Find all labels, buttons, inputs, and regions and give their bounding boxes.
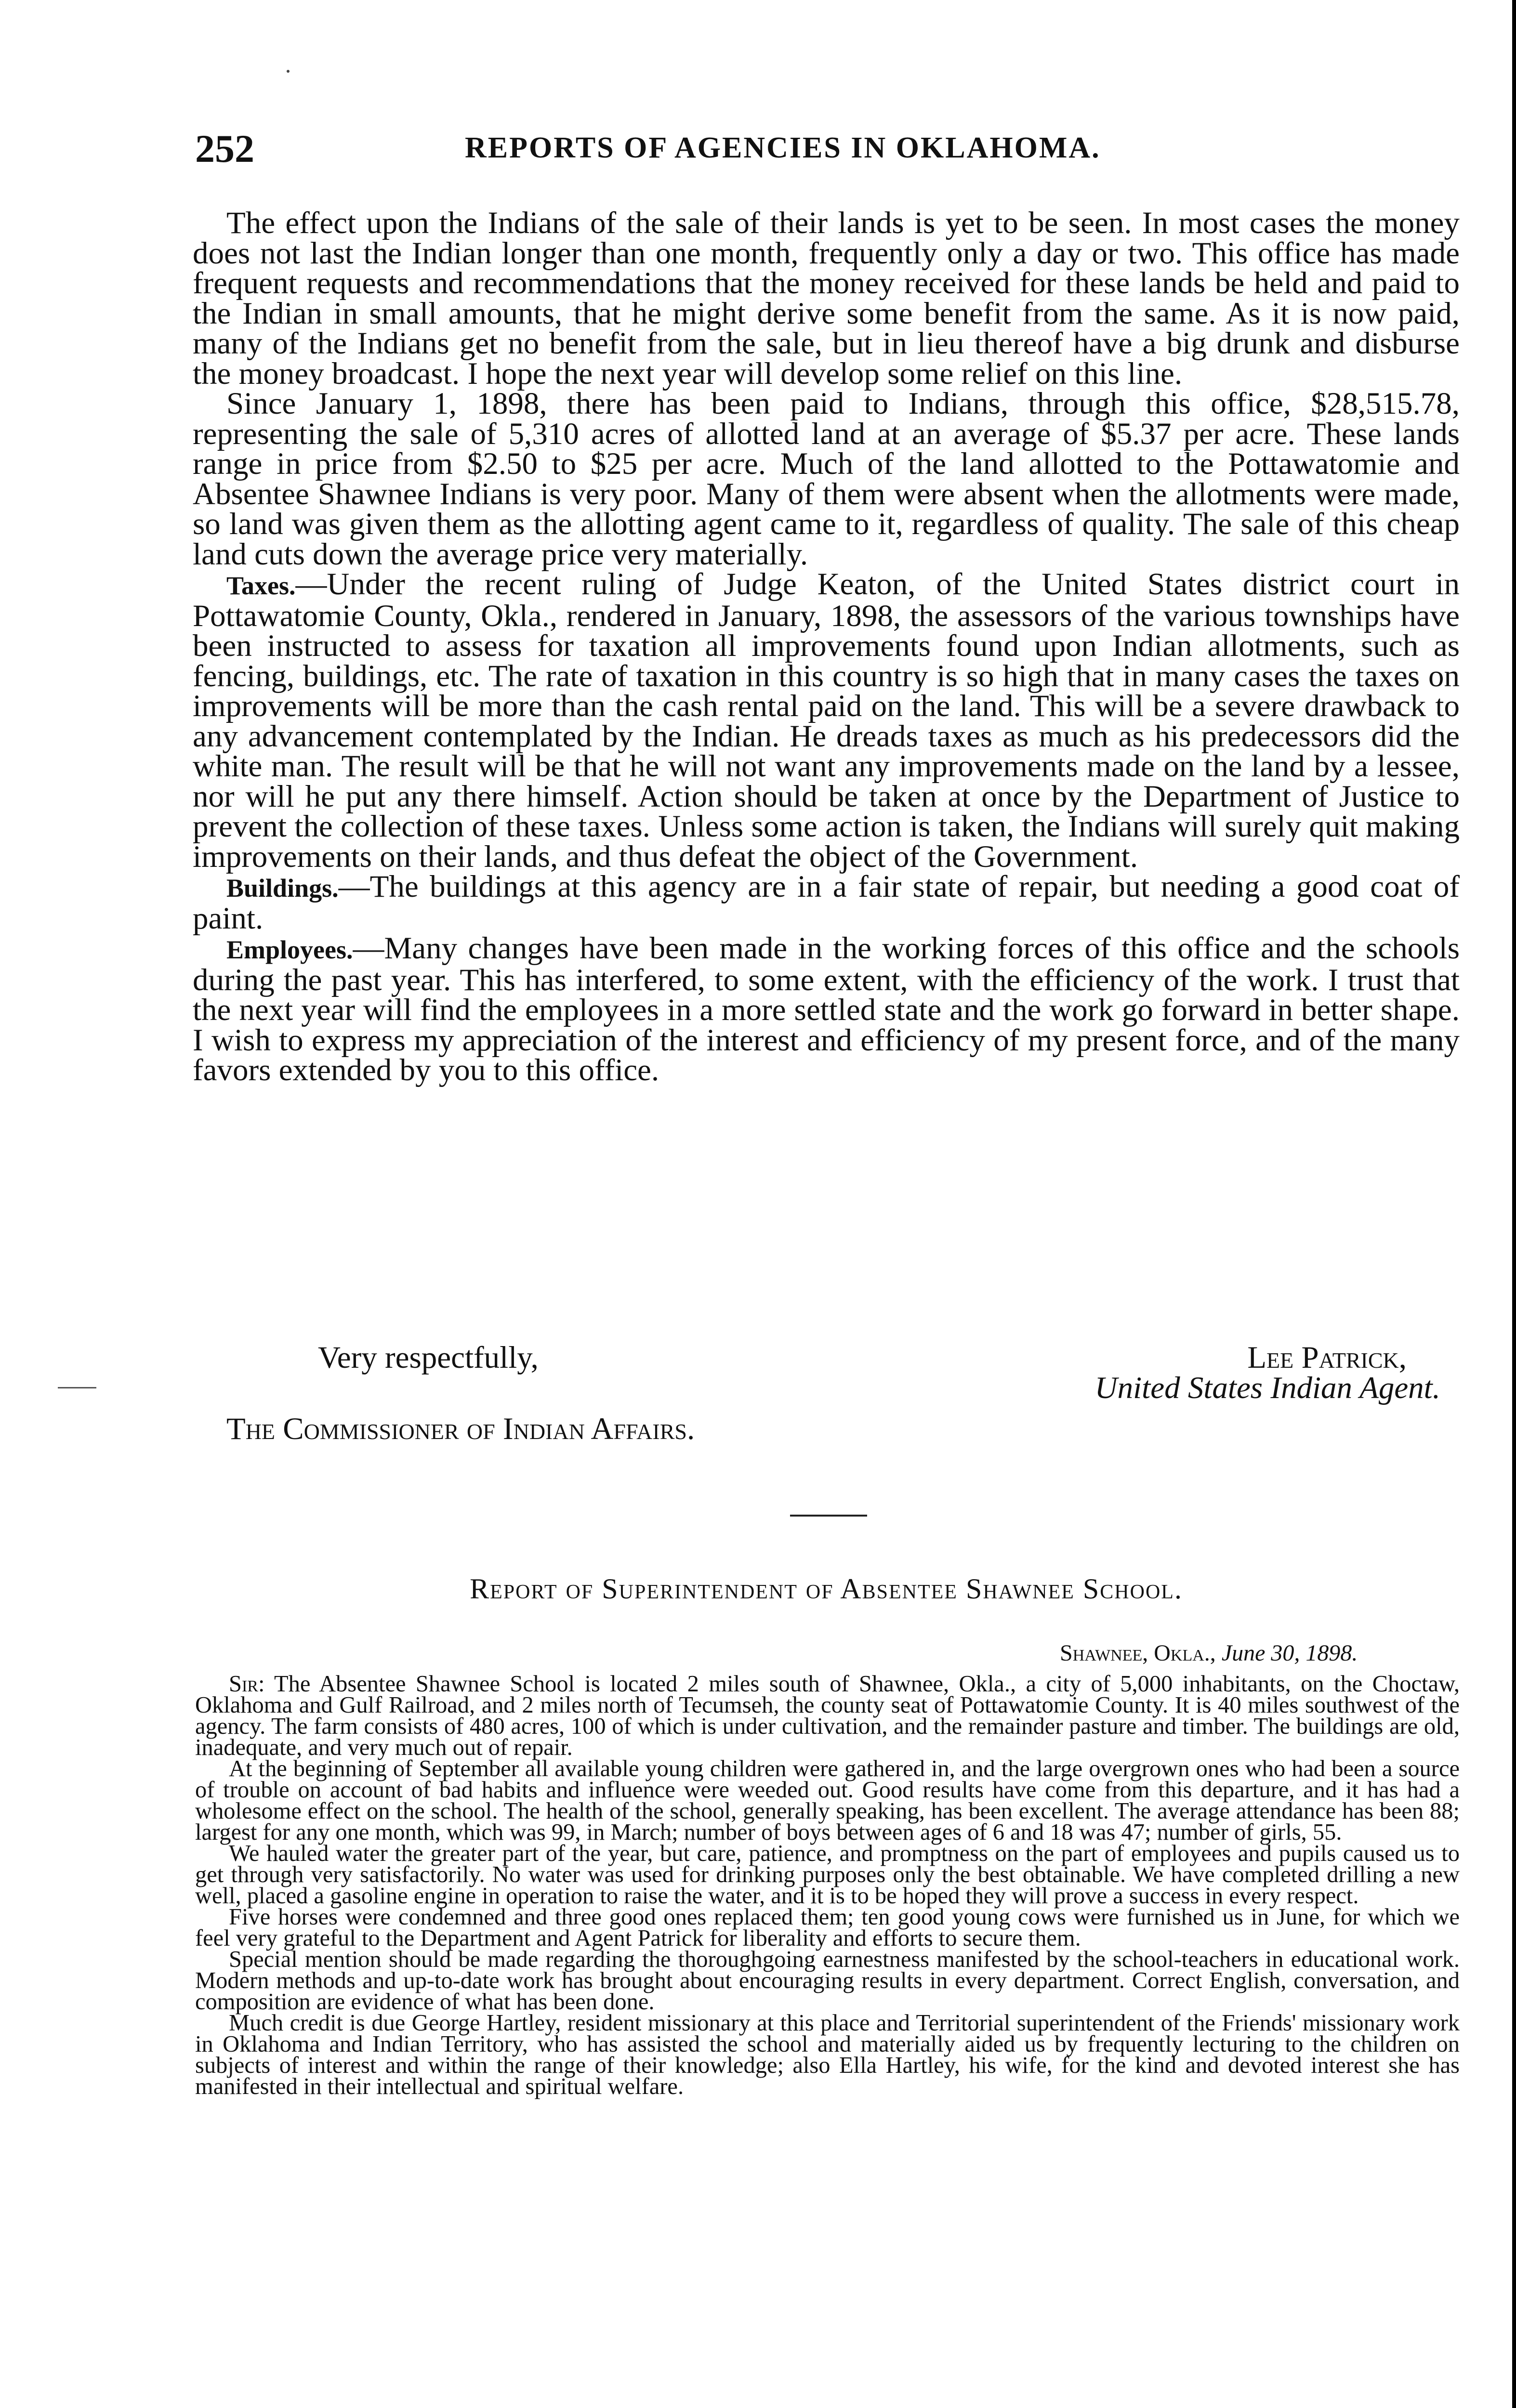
- employees-text: —Many changes have been made in the working forces of this office and the schools during the past year. This has interfered, to some extent, with the efficiency of the work. I trust that the next year will find the employees in a more settled state and the work go forward in better shape. I wish to express my appreciation of the interest and efficiency of my present force, and of the many favors extended by you to this office.: [193, 931, 1460, 1087]
- buildings-heading: Buildings.: [226, 874, 339, 903]
- buildings-paragraph: [193, 869, 1460, 936]
- signature-block: [226, 1340, 1440, 1449]
- report-paragraph: Special mention should be made regarding the thoroughgoing earnestness manifested by the school-teachers in educational work. Modern methods and up-to-date work has brought about encouraging results in every department. Correct English, conversation, and composition are evidence of what has been done.: [195, 1947, 1460, 2015]
- margin-mark: [58, 1387, 96, 1388]
- report-paragraph: Much credit is due George Hartley, resident missionary at this place and Territorial superintendent of the Friends' missionary work in Oklahoma and Indian Territory, who has assisted the school and materially aided us by frequently lecturing to the children on subjects of interest and within the range of their knowledge; also Ella Hartley, his wife, for the kind and devoted interest she has manifested in their intellectual and spiritual welfare.: [195, 2010, 1460, 2099]
- buildings-text: —The buildings at this agency are in a fair state of repair, but needing a good coat of paint.: [193, 869, 1460, 936]
- scan-speck: [287, 70, 290, 73]
- closing-phrase: Very respectfully,: [318, 1340, 539, 1375]
- letter-paragraph: Since January 1, 1898, there has been paid to Indians, through this office, $28,515.78, representing the sale of 5,310 acres of allotted land at an average of $5.37 per acre. These lands range in price from $2.50 to $25 per acre. Much of the land allotted to the Pottawatomie and Absentee Shawnee Indians is very poor. Many of them were absent when the allotments were made, so land was given them as the allotting agent came to it, regardless of quality. The sale of this cheap land cuts down the average price very materially.: [193, 386, 1460, 572]
- page-header: [195, 126, 1457, 179]
- report-paragraph-text: The Absentee Shawnee School is located 2 miles south of Shawnee, Okla., a city of 5,000 inhabitants, on the Choctaw, Oklahoma and Gulf Railroad, and 2 miles north of Tecumseh, the county seat of Pottawatomie County. It is 40 miles southwest of the agency. The farm consists of 480 acres, 100 of which is under cultivation, and the remainder pasture and timber. The buildings are old, inadequate, and very much out of repair.: [195, 1671, 1460, 1760]
- dateline-place: Shawnee, Okla.,: [1060, 1640, 1216, 1666]
- employees-heading: Employees.: [226, 935, 353, 964]
- dateline: [1060, 1640, 1358, 1666]
- signer-name: Lee Patrick,: [1247, 1340, 1407, 1375]
- section-divider: [790, 1515, 867, 1517]
- addressee: The Commissioner of Indian Affairs.: [226, 1412, 695, 1446]
- running-head: REPORTS OF AGENCIES IN OKLAHOMA.: [465, 131, 1101, 164]
- employees-paragraph: [193, 933, 1460, 1086]
- report-paragraph: At the beginning of September all available young children were gathered in, and the large overgrown ones who had been a source of trouble on account of bad habits and influence were weeded out. Good results have come from this departure, and it has had a wholesome effect on the school. The health of the school, generally speaking, has been excellent. The average attendance has been 88; largest for any one month, which was 99, in March; number of boys between ages of 6 and 18 was 47; number of girls, 55.: [195, 1756, 1460, 1845]
- letter-paragraph: The effect upon the Indians of the sale of their lands is yet to be seen. In most cases the money does not last the Indian longer than one month, frequently only a day or two. This office has made frequent requests and recommendations that the money received for these lands be held and paid to the Indian in small amounts, that he might derive some benefit from the same. As it is now paid, many of the Indians get no benefit from the sale, but in lieu thereof have a big drunk and disburse the money broadcast. I hope the next year will develop some relief on this line.: [193, 206, 1460, 391]
- signer-title: United States Indian Agent.: [1094, 1371, 1440, 1405]
- report-paragraph: Five horses were condemned and three good ones replaced them; ten good young cows were furnished us in June, for which we feel very grateful to the Department and Agent Patrick for liberality and efforts to secure them.: [195, 1904, 1460, 1951]
- report-paragraph: We hauled water the greater part of the year, but care, patience, and promptness on the part of employees and pupils caused us to get through very satisfactorily. No water was used for drinking purposes only the best obtainable. We have completed drilling a new well, placed a gasoline engine in operation to raise the water, and it is to be hoped they will prove a success in every respect.: [195, 1841, 1460, 1909]
- taxes-heading: Taxes.: [226, 571, 296, 600]
- page-edge: [1512, 0, 1516, 2408]
- salutation: Sir:: [229, 1671, 265, 1697]
- dateline-date: June 30, 1898.: [1221, 1640, 1358, 1666]
- page-number: 252: [195, 127, 254, 170]
- report-title: Report of Superintendent of Absentee Shawnee School.: [470, 1573, 1183, 1605]
- taxes-paragraph: [193, 569, 1460, 872]
- agent-letter-body: [193, 208, 1460, 1086]
- school-report-body: [195, 1671, 1460, 2099]
- taxes-text: —Under the recent ruling of Judge Keaton, of the United States district court in Pottawatomie County, Okla., rendered in January, 1898, the assessors of the various townships have been instructed to assess for taxation all improvements found upon Indian allotments, such as fencing, buildings, etc. The rate of taxation in this country is so high that in many cases the taxes on improvements will be more than the cash rental paid on the land. This will be a severe drawback to any advancement contemplated by the Indian. He dreads taxes as much as his predecessors did the white man. The result will be that he will not want any improvements made on the land by a lessee, nor will he put any there himself. Action should be taken at once by the Department of Justice to prevent the collection of these taxes. Unless some action is taken, the Indians will surely quit making improvements on their lands, and thus defeat the object of the Government.: [193, 567, 1460, 874]
- report-paragraph: [195, 1671, 1460, 1760]
